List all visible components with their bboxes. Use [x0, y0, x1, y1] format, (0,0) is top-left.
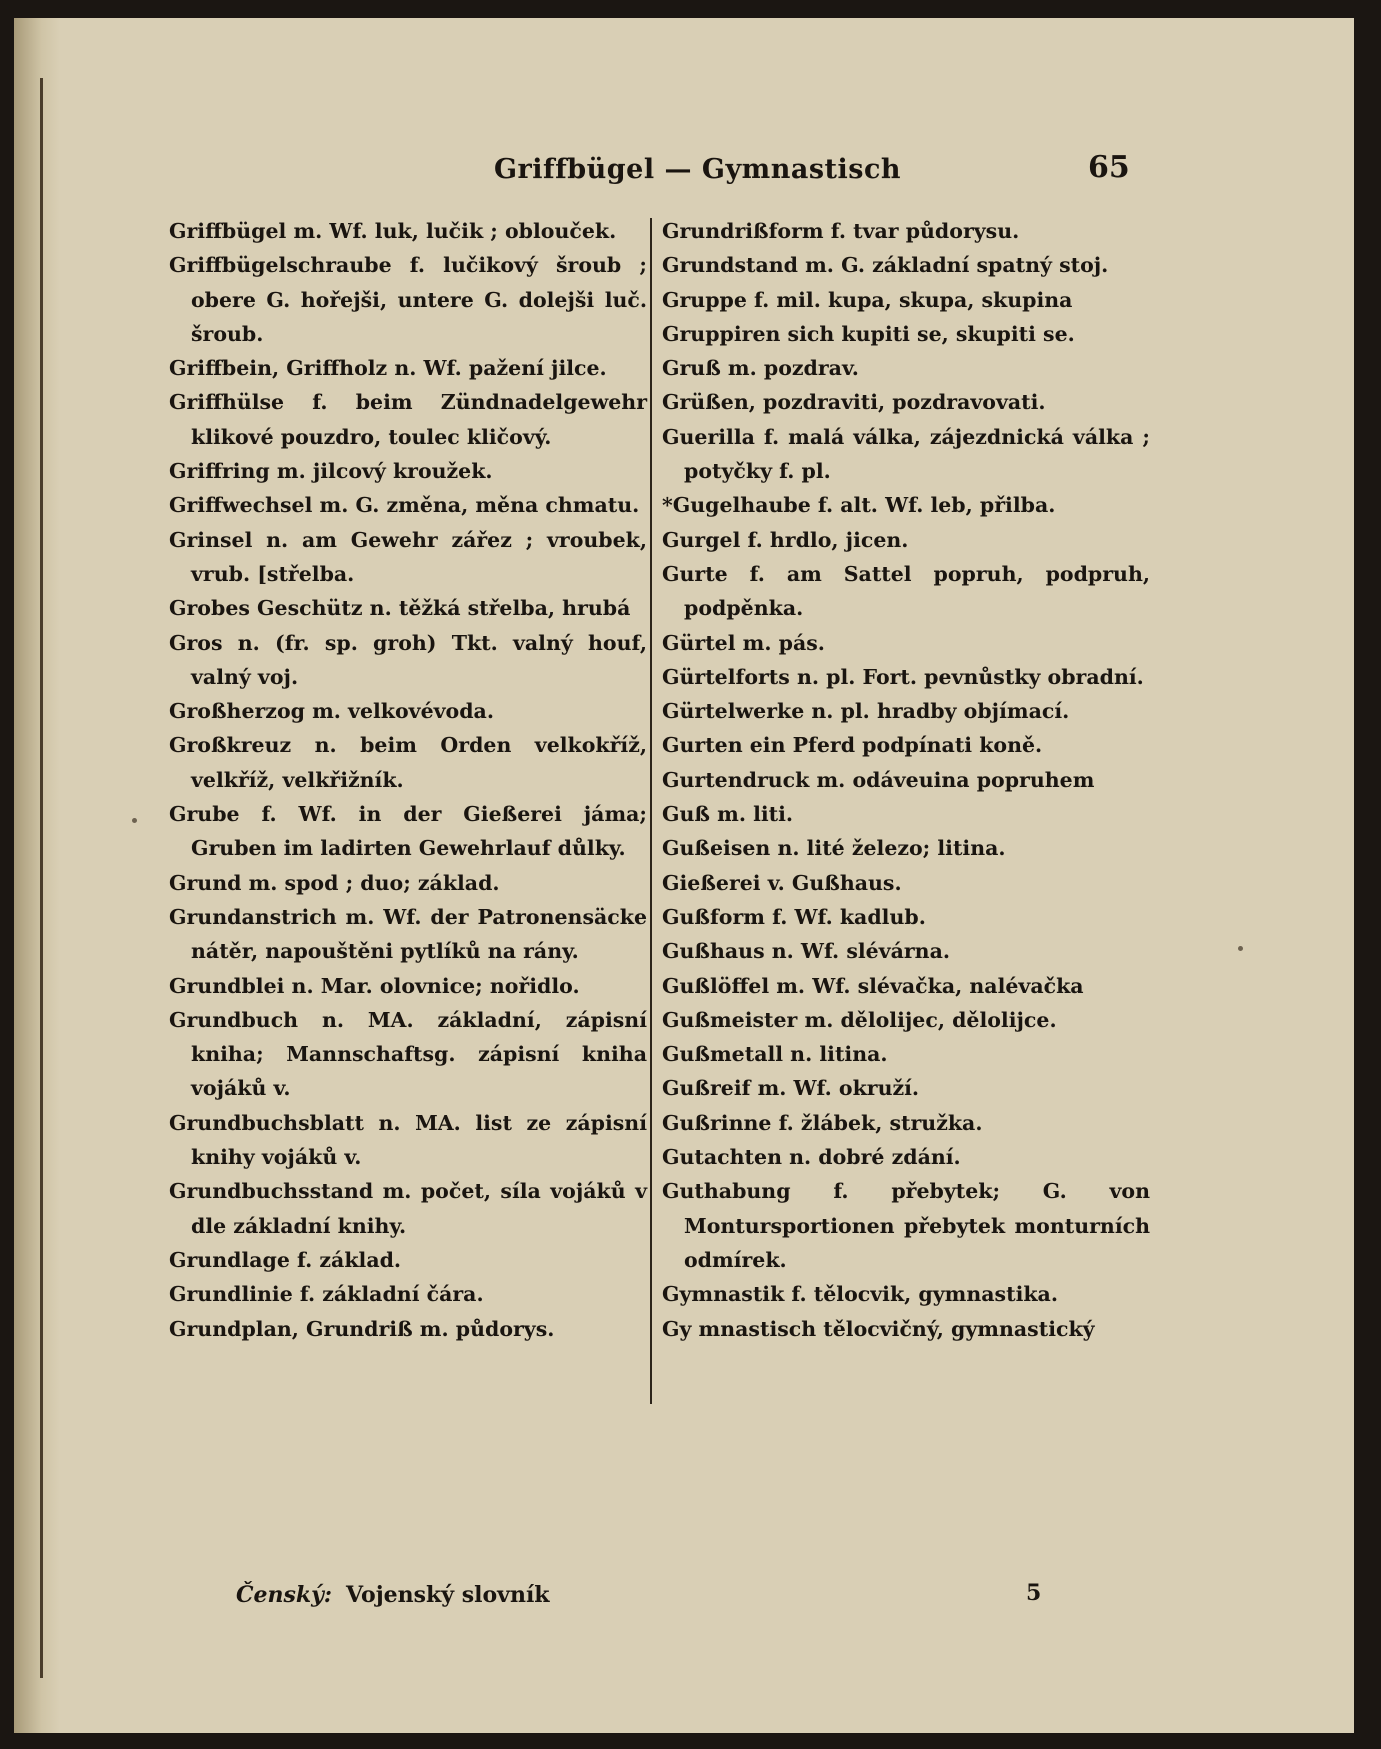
dictionary-entry: Gußrinne f. žlábek, stružka. — [662, 1110, 983, 1135]
dictionary-entry: Guerilla f. malá válka, zájezdnická válka ; potyčky f. pl. — [662, 424, 1150, 484]
dictionary-entry: Grundstand m. G. základní spatný stoj. — [662, 253, 1109, 278]
dictionary-entry: Grundblei n. Mar. olovnice; nořidlo. — [169, 973, 580, 998]
dictionary-entry: Gros n. (fr. sp. groh) Tkt. valný houf, valný voj. — [169, 630, 647, 689]
dictionary-entry: Grinsel n. am Gewehr zářez ; vroubek, vrub. [střelba. — [169, 527, 647, 586]
dictionary-entry: Gußlöffel m. Wf. slévačka, nalévačka — [662, 973, 1084, 998]
dictionary-entry: Guß m. liti. — [662, 802, 794, 827]
dictionary-entry: Gurgel f. hrdlo, jicen. — [662, 527, 909, 552]
dictionary-entry: Grundlage f. základ. — [169, 1247, 402, 1272]
page-number: 65 — [1088, 150, 1130, 185]
dictionary-entry: Großkreuz n. beim Orden velkokříž, velkříž, velkřižník. — [169, 733, 647, 792]
column-divider — [650, 218, 652, 1404]
dictionary-entry: Grundbuch n. MA. základní, zápisní kniha; Mannschaftsg. zápisní kniha vojáků v. — [169, 1007, 647, 1101]
dictionary-entry: Gußmetall n. litina. — [662, 1042, 888, 1067]
dictionary-entry: Gutachten n. dobré zdání. — [662, 1145, 961, 1170]
dictionary-entry: Grundbuchsstand m. počet, síla vojáků v dle základní knihy. — [169, 1179, 647, 1238]
dictionary-entry: Grundrißform f. tvar půdorysu. — [662, 219, 1020, 243]
dictionary-entry: Grube f. Wf. in der Gießerei jáma; Gruben im ladirten Gewehrlauf důlky. — [169, 802, 647, 861]
footer-title: Vojenský slovník — [346, 1582, 550, 1608]
dictionary-entry: Grundplan, Grundriß m. půdorys. — [169, 1316, 555, 1341]
dictionary-entry: Griffbein, Griffholz n. Wf. pažení jilce. — [169, 356, 607, 381]
footer-author: Čenský: — [236, 1582, 333, 1608]
dictionary-entry: Griffbügelschraube f. lučikový šroub ; obere G. hořejši, untere G. dolejši luč. šroub. — [169, 253, 647, 346]
dictionary-entry: Gymnastik f. tělocvik, gymnastika. — [662, 1282, 1058, 1307]
dictionary-entry: Gurten ein Pferd podpínati koně. — [662, 733, 1043, 758]
dictionary-entry: Gürtel m. pás. — [662, 630, 825, 655]
running-header: Griffbügel — Gymnastisch — [494, 154, 902, 185]
dictionary-entry: Gruppiren sich kupiti se, skupiti se. — [662, 321, 1075, 346]
dictionary-entry: Gießerei v. Gußhaus. — [662, 870, 902, 895]
dictionary-entry: Guthabung f. přebytek; G. von Montursportionen přebytek monturních odmírek. — [662, 1179, 1150, 1272]
dictionary-entry: Griffring m. jilcový kroužek. — [169, 459, 493, 484]
dictionary-entry: Gürtelwerke n. pl. hradby objímací. — [662, 699, 1070, 724]
dictionary-entry: Großherzog m. velkovévoda. — [169, 699, 494, 724]
paper-speck — [1238, 946, 1243, 951]
dictionary-entry: Gurte f. am Sattel popruh, podpruh, podpěnka. — [662, 561, 1150, 621]
dictionary-entry: Gruppe f. mil. kupa, skupa, skupina — [662, 287, 1073, 312]
dictionary-entry: Gußreif m. Wf. okruží. — [662, 1076, 920, 1101]
spine-edge — [40, 78, 43, 1678]
dictionary-entry: Griffbügel m. Wf. luk, lučik ; oblouček. — [169, 219, 617, 243]
dictionary-entry: Grundanstrich m. Wf. der Patronensäcke nátěr, napouštěni pytlíků na rány. — [169, 904, 647, 964]
left-column — [169, 214, 647, 1346]
right-column — [662, 214, 1150, 1346]
dictionary-entry: Grobes Geschütz n. těžká střelba, hrubá — [169, 596, 631, 621]
dictionary-entry: Grundlinie f. základní čára. — [169, 1282, 484, 1307]
dictionary-entry: Grund m. spod ; duo; základ. — [169, 870, 500, 895]
paper-speck — [132, 818, 137, 823]
signature-mark: 5 — [1026, 1580, 1042, 1606]
book-spine — [14, 18, 60, 1733]
dictionary-entry: *Gugelhaube f. alt. Wf. leb, přilba. — [662, 493, 1056, 518]
dictionary-entry: Grundbuchsblatt n. MA. list ze zápisní knihy vojáků v. — [169, 1110, 647, 1170]
dictionary-entry: Gußhaus n. Wf. slévárna. — [662, 939, 951, 964]
dictionary-entry: Griffwechsel m. G. změna, měna chmatu. — [169, 493, 640, 518]
dictionary-entry: Gürtelforts n. pl. Fort. pevnůstky obradní. — [662, 664, 1144, 689]
book-page — [14, 18, 1354, 1733]
dictionary-entry: Gußmeister m. děloliјec, dělolijce. — [662, 1007, 1057, 1032]
dictionary-entry: Gruß m. pozdrav. — [662, 356, 859, 381]
dictionary-entry: Gurtendruck m. odáveuina popruhem — [662, 767, 1095, 792]
dictionary-entry: Gußform f. Wf. kadlub. — [662, 904, 926, 929]
dictionary-entry: Grüßen, pozdraviti, pozdravovati. — [662, 390, 1046, 415]
dictionary-entry: Griffhülse f. beim Zündnadelgewehr klikové pouzdro, toulec kličový. — [169, 390, 647, 449]
dictionary-entry: Gy mnastisch tělocvičný, gymnastický — [662, 1316, 1095, 1341]
dictionary-entry: Gußeisen n. lité železo; litina. — [662, 836, 1006, 861]
